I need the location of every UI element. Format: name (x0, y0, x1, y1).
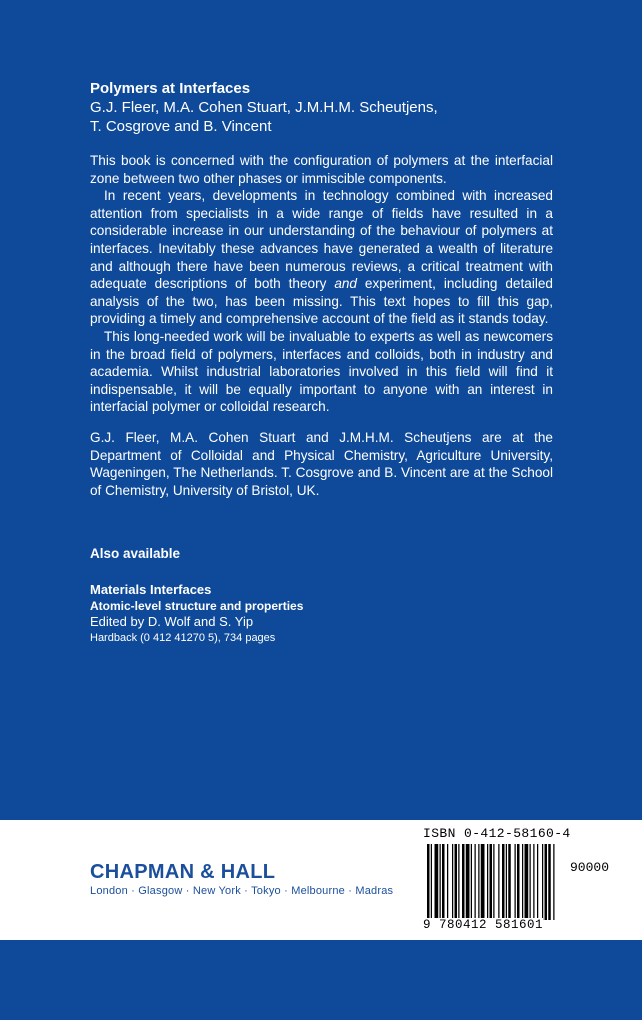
barcode-bar (471, 844, 472, 920)
barcode-block (423, 826, 613, 936)
barcode-bar (447, 844, 448, 920)
barcode-bar (487, 844, 488, 920)
publisher-block (90, 861, 393, 897)
barcode-bar (517, 844, 520, 920)
barcode-bar (498, 844, 499, 920)
author-affiliations: G.J. Fleer, M.A. Cohen Stuart and J.M.H.M. Scheutjens are at the Department of Colloidal and Physical Chemistry, Agriculture University, Wageningen, The Netherlands. T. Cosgrove and B. Vincent are at the School of Chemistry, University of Bristol, UK. (90, 429, 553, 498)
barcode-bar (502, 844, 505, 920)
barcode-bar (458, 844, 459, 920)
also-available-heading: Also available (90, 546, 181, 561)
barcode-bar (506, 844, 507, 920)
authors-line-1: G.J. Fleer, M.A. Cohen Stuart, J.M.H.M. Scheutjens, (90, 99, 438, 116)
ean-number: 9 780412 581601 (423, 918, 544, 932)
price-code: 90000 (569, 860, 609, 875)
blurb-paragraph-2-start: In recent years, developments in technology combined with increased attention from specialists in a wide range of fields have resulted in a considerable increase in our understanding of the behaviour of polymers at interfaces. Inevitably these advances have generated a wealth of literature and although there have been numerous reviews, a critical treatment with adequate descriptions of both theory (90, 188, 553, 292)
barcode-bar (435, 844, 439, 920)
blurb-paragraph-2 (90, 187, 553, 328)
barcode-bar (490, 844, 493, 920)
barcode-bar (481, 844, 485, 920)
publisher-name: CHAPMAN & HALL (90, 861, 276, 883)
barcode-bar (508, 844, 511, 920)
isbn-label: ISBN 0-412-58160-4 (423, 826, 571, 841)
related-book-subtitle: Atomic-level structure and properties (90, 599, 304, 613)
related-book-info: Hardback (0 412 41270 5), 734 pages (90, 632, 276, 644)
barcode-bar (530, 844, 531, 920)
related-book (90, 582, 490, 646)
barcode-bar (466, 844, 470, 920)
blurb-paragraph-3: This long-needed work will be invaluable to experts as well as newcomers in the broad field of polymers, interfaces and colloids, both in industry and academia. Whilst industrial laboratories involved in this field will find it indispensable, it will be equally important to anyone with an interest in interfacial polymer or colloidal research. (90, 328, 553, 415)
related-book-title: Materials Interfaces (90, 582, 212, 597)
barcode-bar (427, 844, 430, 920)
barcode-bar (545, 844, 548, 920)
barcode-bar (493, 844, 494, 920)
barcode-bar (442, 844, 445, 920)
barcode-bar (533, 844, 534, 920)
blurb-paragraph-1: This book is concerned with the configuration of polymers at the interfacial zone between two other phases or immiscible components. (90, 153, 553, 186)
barcode (423, 844, 613, 920)
blurb-paragraph-2-end: experiment, including detailed analysis of the two, has been missing. This text hopes to fill this gap, providing a timely and comprehensive account of the field as it stands today. (90, 276, 553, 327)
barcode-bar (478, 844, 479, 920)
barcode-bar (537, 844, 538, 920)
barcode-bar (522, 844, 523, 920)
book-header (90, 79, 560, 136)
authors-line-2: T. Cosgrove and B. Vincent (90, 118, 272, 135)
blurb (90, 152, 553, 499)
barcode-bar (553, 844, 554, 920)
blurb-emphasis: and (334, 276, 357, 292)
barcode-bar (455, 844, 458, 920)
related-book-editors: Edited by D. Wolf and S. Yip (90, 614, 254, 629)
barcode-bar (515, 844, 516, 920)
barcode-bar (440, 844, 441, 920)
barcode-bar (431, 844, 432, 920)
publisher-cities: London · Glasgow · New York · Tokyo · Melbourne · Madras (90, 885, 394, 897)
barcode-bar (525, 844, 529, 920)
barcode-bar (462, 844, 465, 920)
barcode-bar (452, 844, 453, 920)
book-title: Polymers at Interfaces (90, 80, 251, 97)
barcode-bars (423, 844, 613, 924)
barcode-bar (475, 844, 476, 920)
barcode-bar (548, 844, 551, 920)
barcode-bar (542, 844, 543, 920)
